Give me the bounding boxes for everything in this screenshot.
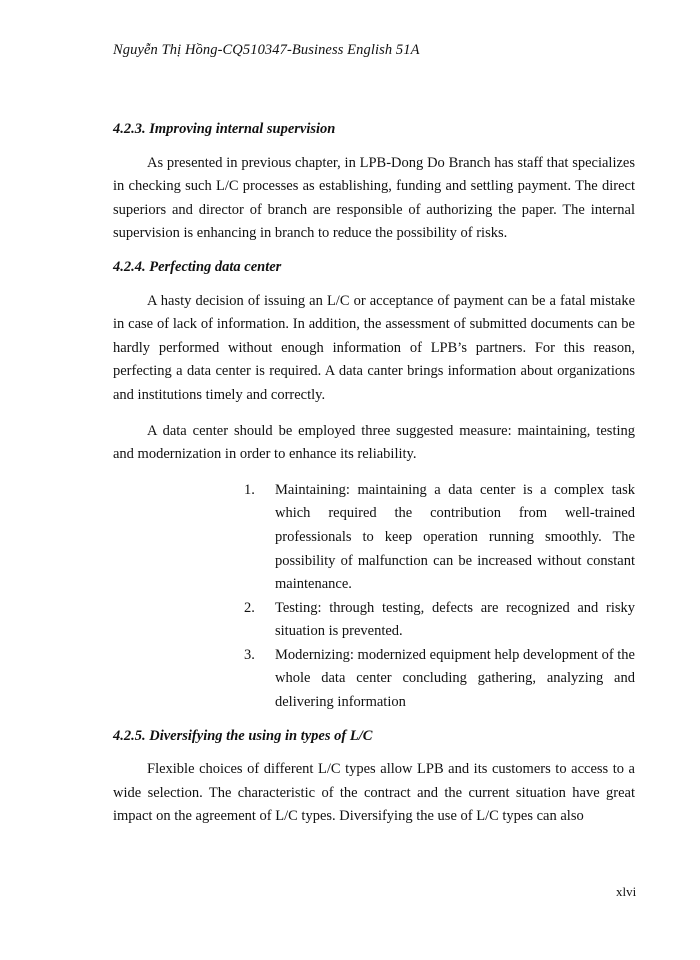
- section-internal-supervision: [113, 118, 635, 246]
- section-data-center: [113, 256, 635, 715]
- list-item-number: 3.: [244, 646, 255, 663]
- list-item-text: Modernizing: modernized equipment help development of the whole data center concluding gathering, analyzing and delivering information: [275, 646, 635, 711]
- section-heading: 4.2.5. Diversifying the using in types of L/C: [113, 727, 373, 744]
- list-item-number: 2.: [244, 599, 255, 616]
- section-lc-types: [113, 725, 635, 829]
- list-item-number: 1.: [244, 481, 255, 498]
- running-header: Nguyễn Thị Hồng-CQ510347-Business English 51A: [113, 42, 420, 58]
- body-paragraph: A data center should be employed three suggested measure: maintaining, testing and modernization in order to enhance its reliability.: [113, 422, 635, 463]
- section-heading: 4.2.4. Perfecting data center: [113, 258, 282, 275]
- page-body: [113, 118, 635, 829]
- list-item: [244, 597, 635, 644]
- body-paragraph: A hasty decision of issuing an L/C or acceptance of payment can be a fatal mistake in case of lack of information. In addition, the assessment of submitted documents can be hardly performed without enough information of LPB’s partners. For this reason, perfecting a data center is required. A data canter brings information about organizations and institutions timely and correctly.: [113, 292, 635, 403]
- page-number: xlvi: [616, 884, 637, 899]
- measures-list: [113, 479, 635, 715]
- list-item: [244, 479, 635, 597]
- body-paragraph: Flexible choices of different L/C types allow LPB and its customers to access to a wide selection. The characteristic of the contract and the current situation have great impact on the agreement of L/C types. Diversifying the use of L/C types can also: [113, 761, 635, 825]
- section-heading: 4.2.3. Improving internal supervision: [113, 121, 336, 137]
- list-item-text: Maintaining: maintaining a data center is a complex task which required the contribution from well-trained professionals to keep operation running smoothly. The possibility of malfunction can be increased without constant maintenance.: [275, 481, 635, 593]
- list-item: [244, 644, 635, 715]
- list-item-text: Testing: through testing, defects are recognized and risky situation is prevented.: [275, 599, 635, 640]
- body-paragraph: As presented in previous chapter, in LPB-Dong Do Branch has staff that specializes in checking such L/C processes as establishing, funding and settling payment. The direct superiors and director of branch are responsible of authorizing the paper. The internal supervision is enhancing in branch to reduce the possibility of risks.: [113, 154, 635, 242]
